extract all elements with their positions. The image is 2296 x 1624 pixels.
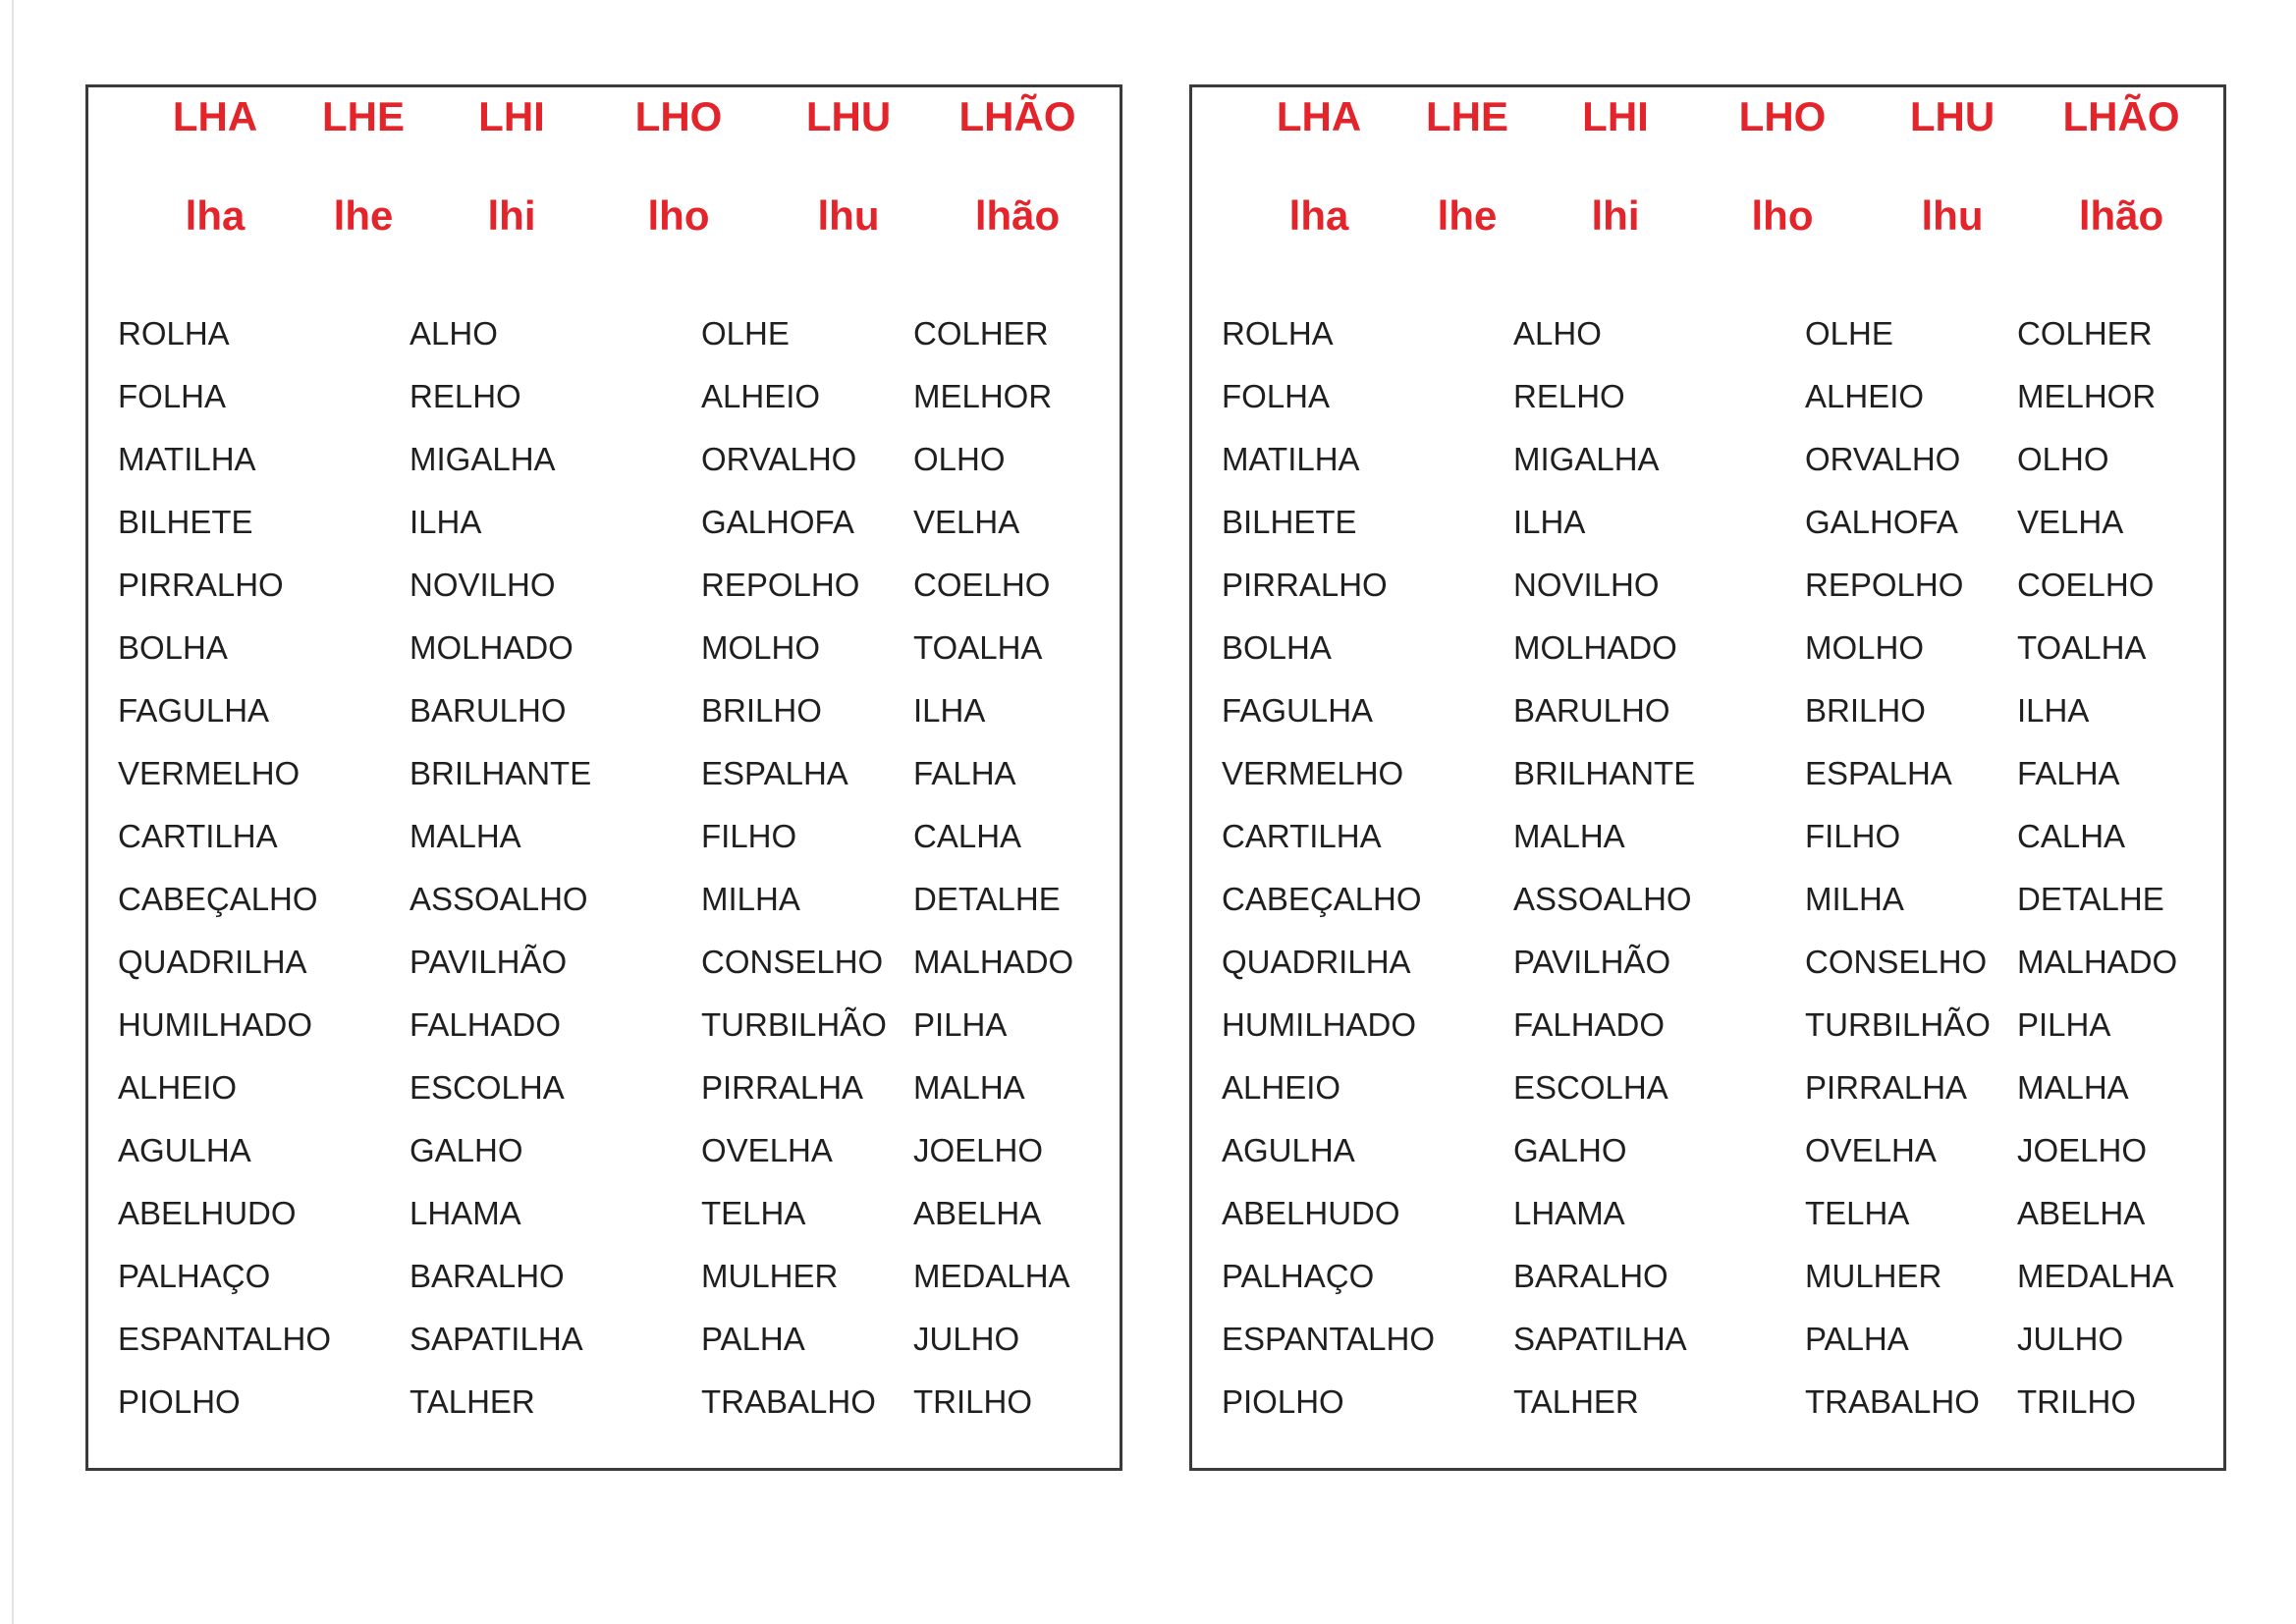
word-item: ALHO: [1513, 315, 1602, 352]
word-item: ASSOALHO: [410, 881, 588, 917]
syllable-upper: LHA: [172, 93, 258, 139]
word-item: PILHA: [2017, 1006, 2111, 1043]
word-item: PALHA: [701, 1321, 805, 1357]
word-item: MIGALHA: [410, 441, 556, 477]
word-item: ILHA: [913, 692, 986, 729]
word-item: TRILHO: [2017, 1383, 2137, 1420]
word-item: ALHEIO: [1222, 1069, 1341, 1106]
word-item: ORVALHO: [1805, 441, 1961, 477]
word-item: MOLHADO: [410, 629, 574, 666]
syllable-upper: LHÃO: [2062, 93, 2180, 139]
word-item: REPOLHO: [701, 567, 860, 603]
word-item: CALHA: [913, 818, 1022, 854]
word-item: OVELHA: [1805, 1132, 1937, 1168]
syllable-upper: LHÃO: [958, 93, 1076, 139]
word-item: ABELHA: [2017, 1195, 2146, 1231]
word-item: ROLHA: [1222, 315, 1334, 352]
word-item: FAGULHA: [118, 692, 270, 729]
word-item: TURBILHÃO: [701, 1006, 887, 1043]
word-item: ILHA: [1513, 504, 1586, 540]
word-item: PIRRALHO: [118, 567, 284, 603]
word-item: ABELHUDO: [1222, 1195, 1400, 1231]
syllables-lowercase-row: [88, 187, 1120, 245]
word-item: FALHA: [913, 755, 1016, 791]
word-item: RELHO: [410, 378, 521, 414]
word-item: GALHOFA: [1805, 504, 1958, 540]
word-item: PILHA: [913, 1006, 1008, 1043]
word-item: BARALHO: [1513, 1258, 1668, 1294]
word-item: BILHETE: [1222, 504, 1357, 540]
word-item: BRILHO: [701, 692, 822, 729]
syllable-lower: lhu: [817, 192, 880, 239]
word-item: AGULHA: [118, 1132, 251, 1168]
word-item: FAGULHA: [1222, 692, 1374, 729]
word-item: QUADRILHA: [118, 944, 307, 980]
word-item: COLHER: [2017, 315, 2153, 352]
word-item: PIRRALHO: [1222, 567, 1388, 603]
word-item: SAPATILHA: [410, 1321, 583, 1357]
word-item: VERMELHO: [118, 755, 301, 791]
word-item: OLHO: [2017, 441, 2109, 477]
word-item: MALHADO: [2017, 944, 2178, 980]
syllable-lower: lho: [647, 192, 710, 239]
word-item: MOLHO: [1805, 629, 1925, 666]
word-item: ALHEIO: [701, 378, 821, 414]
word-item: ABELHA: [913, 1195, 1042, 1231]
word-item: TURBILHÃO: [1805, 1006, 1991, 1043]
word-item: DETALHE: [2017, 881, 2164, 917]
word-item: MELHOR: [913, 378, 1053, 414]
word-item: REPOLHO: [1805, 567, 1964, 603]
word-item: OVELHA: [701, 1132, 833, 1168]
syllable-lower: lho: [1751, 192, 1814, 239]
word-item: MILHA: [1805, 881, 1904, 917]
syllable-lower: lhe: [333, 192, 394, 239]
word-item: TOALHA: [2017, 629, 2147, 666]
word-item: OLHE: [701, 315, 790, 352]
word-item: AGULHA: [1222, 1132, 1355, 1168]
syllable-upper: LHU: [1909, 93, 1995, 139]
syllable-upper: LHA: [1276, 93, 1362, 139]
word-item: VELHA: [913, 504, 1020, 540]
word-item: CARTILHA: [118, 818, 278, 854]
word-item: BARULHO: [1513, 692, 1670, 729]
word-item: JOELHO: [2017, 1132, 2148, 1168]
word-item: FALHA: [2017, 755, 2120, 791]
word-item: VELHA: [2017, 504, 2124, 540]
syllable-upper: LHO: [1738, 93, 1827, 139]
syllable-lower: lhão: [2078, 192, 2164, 239]
word-item: CONSELHO: [1805, 944, 1988, 980]
word-item: TRILHO: [913, 1383, 1033, 1420]
word-item: MIGALHA: [1513, 441, 1660, 477]
syllable-lower: lha: [1288, 192, 1349, 239]
word-item: CALHA: [2017, 818, 2126, 854]
word-item: FILHO: [701, 818, 797, 854]
word-item: FALHADO: [1513, 1006, 1666, 1043]
syllable-upper: LHE: [322, 93, 405, 139]
word-item: VERMELHO: [1222, 755, 1404, 791]
word-item: MALHA: [410, 818, 521, 854]
word-item: MULHER: [701, 1258, 839, 1294]
word-item: JULHO: [913, 1321, 1020, 1357]
word-item: GALHOFA: [701, 504, 854, 540]
word-item: LHAMA: [1513, 1195, 1625, 1231]
word-item: LHAMA: [410, 1195, 521, 1231]
word-item: PIOLHO: [118, 1383, 241, 1420]
word-item: BILHETE: [118, 504, 253, 540]
syllables-uppercase-row: [88, 87, 1120, 146]
syllables-lowercase-row: [1192, 187, 2223, 245]
word-item: MALHA: [1513, 818, 1625, 854]
word-item: MELHOR: [2017, 378, 2157, 414]
syllable-lower: lhão: [974, 192, 1061, 239]
word-item: MALHA: [2017, 1069, 2129, 1106]
word-item: TOALHA: [913, 629, 1043, 666]
word-item: TELHA: [701, 1195, 806, 1231]
word-item: TALHER: [410, 1383, 535, 1420]
worksheet-card-left: [85, 84, 1122, 1471]
word-item: FOLHA: [118, 378, 227, 414]
word-item: PALHAÇO: [1222, 1258, 1375, 1294]
word-item: ESPANTALHO: [1222, 1321, 1435, 1357]
word-item: ESCOLHA: [1513, 1069, 1668, 1106]
word-item: CONSELHO: [701, 944, 884, 980]
word-item: OLHO: [913, 441, 1006, 477]
syllable-upper: LHI: [1582, 93, 1649, 139]
word-item: COELHO: [2017, 567, 2155, 603]
word-item: MEDALHA: [913, 1258, 1070, 1294]
word-item: MEDALHA: [2017, 1258, 2174, 1294]
word-item: ESPANTALHO: [118, 1321, 331, 1357]
word-item: NOVILHO: [1513, 567, 1660, 603]
word-item: ALHO: [410, 315, 498, 352]
word-item: TRABALHO: [701, 1383, 876, 1420]
word-item: TALHER: [1513, 1383, 1639, 1420]
word-item: GALHO: [1513, 1132, 1627, 1168]
worksheet-card-right: [1189, 84, 2226, 1471]
word-item: DETALHE: [913, 881, 1061, 917]
word-item: FILHO: [1805, 818, 1901, 854]
word-item: ABELHUDO: [118, 1195, 297, 1231]
syllable-lower: lhi: [487, 192, 536, 239]
word-item: HUMILHADO: [118, 1006, 313, 1043]
syllable-upper: LHI: [478, 93, 545, 139]
word-item: HUMILHADO: [1222, 1006, 1417, 1043]
word-item: ESPALHA: [701, 755, 848, 791]
word-item: QUADRILHA: [1222, 944, 1411, 980]
syllable-upper: LHO: [634, 93, 723, 139]
word-item: MOLHO: [701, 629, 821, 666]
syllables-uppercase-row: [1192, 87, 2223, 146]
word-item: FOLHA: [1222, 378, 1331, 414]
word-item: NOVILHO: [410, 567, 556, 603]
word-item: ESCOLHA: [410, 1069, 565, 1106]
word-item: MATILHA: [1222, 441, 1360, 477]
word-item: BRILHANTE: [410, 755, 592, 791]
word-item: MALHA: [913, 1069, 1025, 1106]
word-item: JOELHO: [913, 1132, 1044, 1168]
word-item: PIRRALHA: [701, 1069, 864, 1106]
syllable-upper: LHE: [1426, 93, 1508, 139]
word-item: ILHA: [410, 504, 482, 540]
word-item: MOLHADO: [1513, 629, 1677, 666]
word-item: BOLHA: [118, 629, 228, 666]
word-item: BARULHO: [410, 692, 567, 729]
word-item: PAVILHÃO: [1513, 944, 1671, 980]
word-item: OLHE: [1805, 315, 1893, 352]
word-item: CABEÇALHO: [1222, 881, 1422, 917]
word-item: PALHAÇO: [118, 1258, 271, 1294]
word-item: GALHO: [410, 1132, 523, 1168]
word-item: SAPATILHA: [1513, 1321, 1687, 1357]
word-item: MILHA: [701, 881, 800, 917]
word-item: RELHO: [1513, 378, 1625, 414]
syllable-lower: lhu: [1921, 192, 1984, 239]
word-item: MALHADO: [913, 944, 1074, 980]
word-item: BRILHANTE: [1513, 755, 1696, 791]
syllable-upper: LHU: [805, 93, 892, 139]
syllable-lower: lhi: [1591, 192, 1640, 239]
word-item: ROLHA: [118, 315, 230, 352]
word-item: ASSOALHO: [1513, 881, 1692, 917]
syllable-lower: lhe: [1437, 192, 1498, 239]
word-item: COELHO: [913, 567, 1051, 603]
word-item: PALHA: [1805, 1321, 1909, 1357]
word-item: CABEÇALHO: [118, 881, 318, 917]
word-item: ESPALHA: [1805, 755, 1952, 791]
word-item: MATILHA: [118, 441, 256, 477]
word-item: PIRRALHA: [1805, 1069, 1968, 1106]
word-item: FALHADO: [410, 1006, 562, 1043]
word-item: COLHER: [913, 315, 1049, 352]
word-item: CARTILHA: [1222, 818, 1382, 854]
word-item: MULHER: [1805, 1258, 1942, 1294]
syllable-lower: lha: [185, 192, 246, 239]
word-item: PIOLHO: [1222, 1383, 1344, 1420]
word-item: JULHO: [2017, 1321, 2124, 1357]
word-item: PAVILHÃO: [410, 944, 568, 980]
page-edge-line: [12, 0, 14, 1624]
word-item: BRILHO: [1805, 692, 1926, 729]
word-item: TELHA: [1805, 1195, 1910, 1231]
word-item: TRABALHO: [1805, 1383, 1980, 1420]
word-item: ALHEIO: [118, 1069, 238, 1106]
word-item: BOLHA: [1222, 629, 1332, 666]
word-item: BARALHO: [410, 1258, 565, 1294]
word-item: ILHA: [2017, 692, 2090, 729]
word-item: ALHEIO: [1805, 378, 1925, 414]
word-item: ORVALHO: [701, 441, 857, 477]
